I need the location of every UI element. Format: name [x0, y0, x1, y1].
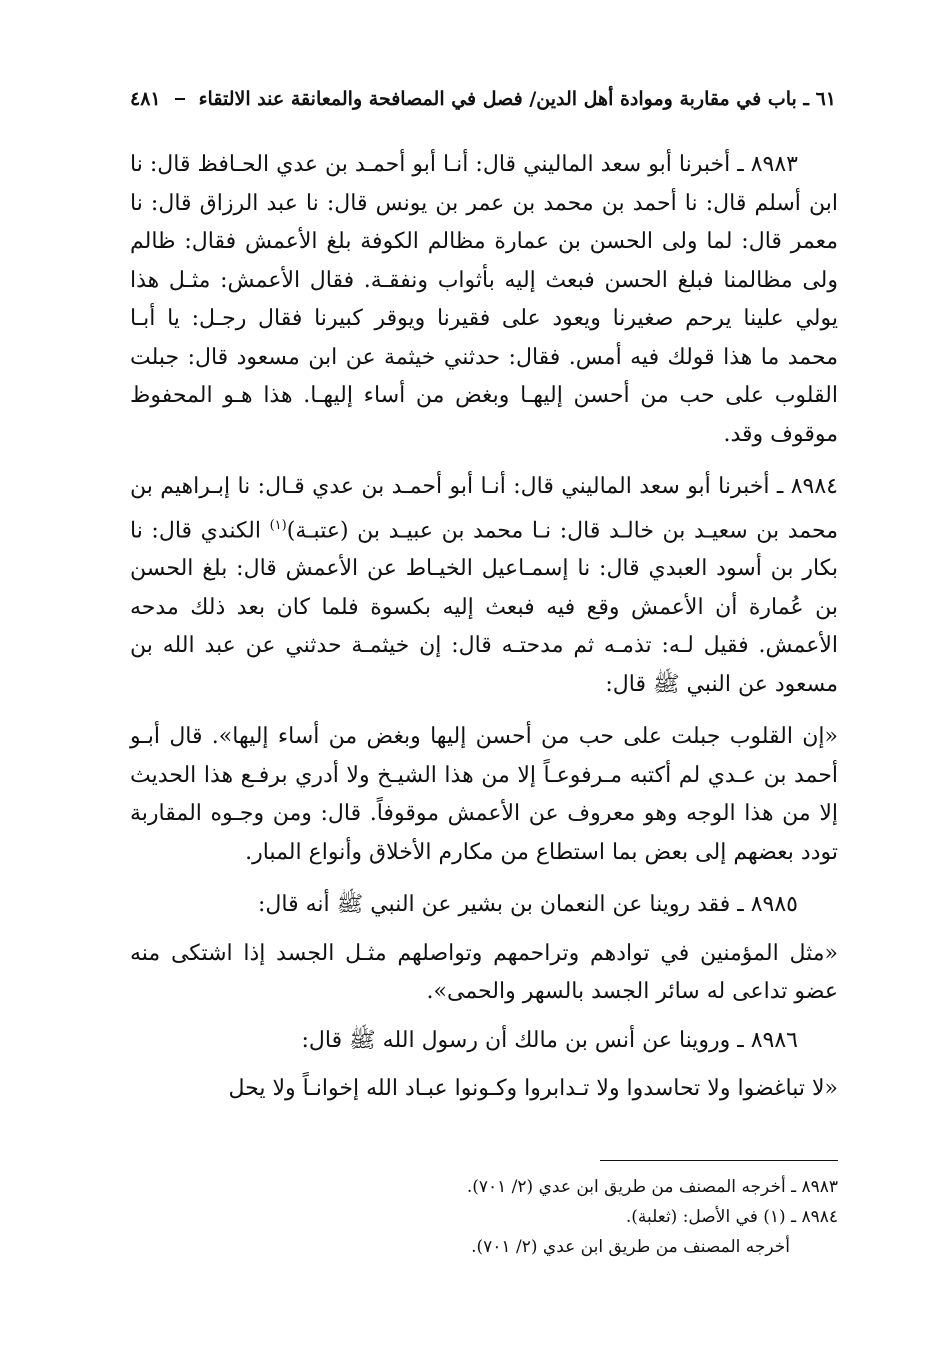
- paragraph-8985: ٨٩٨٥ ـ فقد روينا عن النعمان بن بشير عن النبي ﷺ أنه قال:: [258, 892, 798, 918]
- chapter-title: ٦١ ـ باب في مقاربة وموادة أهل الدين/ فصل في المصافحة والمعانقة عند الالتقاء: [198, 88, 836, 110]
- hadith-quote-8986: «لا تباغضوا ولا تحاسدوا ولا تـدابروا وكـونوا عبـاد الله إخوانـاً ولا يحل: [228, 1076, 838, 1102]
- footnotes: [130, 1172, 838, 1262]
- footnote-8983: ٨٩٨٣ ـ أخرجه المصنف من طريق ابن عدي (٢/ ٧٠١).: [466, 1177, 838, 1197]
- paragraph-8986: ٨٩٨٦ ـ وروينا عن أنس بن مالك أن رسول الله ﷺ قال:: [301, 1027, 798, 1053]
- main-text: [130, 146, 838, 1109]
- footnote-rule: [600, 1160, 838, 1161]
- header-rule: [175, 98, 185, 100]
- running-header: [130, 88, 836, 110]
- footnote-marker: (١): [269, 517, 287, 533]
- hadith-quote-8984: «إن القلوب جبلت على حب من أحسن إليها وبغض من أساء إليها». قال أبـو أحمد بن عـدي لم أكتبه مـرفوعـاً إلا من هذا الشيـخ ولا أدري برفـع هذا الحديث إلا من هذا الوجه وهو معروف عن الأعمش موقوفاً. قال: ومن وجـوه المقاربة تودد بعضهم إلى بعض بما استطاع من مكارم الأخلاق وأنواع المبار.: [130, 724, 838, 865]
- paragraph-8984: [130, 468, 838, 704]
- footnote-8984-2: أخرجه المصنف من طريق ابن عدي (٢/ ٧٠١).: [471, 1237, 790, 1257]
- hadith-quote-8985: «مثل المؤمنين في توادهم وتراحمهم وتواصلهم مثـل الجسد إذا اشتكى منه عضو تداعى له سائر الجسد بالسهر والحمى».: [130, 940, 838, 1005]
- page-number: ٤٨١: [130, 88, 161, 110]
- paragraph-8984-tail: الكندي قال: نا بكار بن أسود العبدي قال: نا إسمـاعيل الخيـاط عن الأعمش قال: بلغ الحسن بن عُمارة أن الأعمش وقع فيه فبعث إليه بكسوة فلما كان بعد ذلك مدحه الأعمش. فقيل لـه: تذمـه ثم مدحتـه قال: إن خيثمـة حدثني عن عبد الله بن مسعود عن النبي ﷺ قال:: [130, 517, 838, 697]
- footnote-8984-1: ٨٩٨٤ ـ (١) في الأصل: (ثعلبة).: [625, 1207, 838, 1227]
- paragraph-8984-head: ٨٩٨٤ ـ أخبرنا أبو سعد الماليني قال: أنـا أبو أحمـد بن عدي قـال: نا إبـراهيم بن محمد بن سعيـد بن خالـد قال: نـا محمد بن عبيـد بن (عتبـة): [130, 474, 838, 543]
- paragraph-8983: ٨٩٨٣ ـ أخبرنا أبو سعد الماليني قال: أنـا أبو أحمـد بن عدي الحـافظ قال: نا ابن أسلم قال: نا أحمد بن محمد بن عمر بن يونس قال: نا عبد الرزاق قال: نا معمر قال: لما ولى الحسن بن عمارة مظالم الكوفة بلغ الأعمش فقال: ظالم ولى مظالمنا فبلغ الحسن فبعث إليه بأثواب ونفقـة. فقال الأعمش: مثـل هذا يولي علينا يرحم صغيرنا ويعود على فقيرنا ويوقر كبيرنا فقال رجـل: يا أبـا محمد ما هذا قولك فيه أمس. فقال: حدثني خيثمة عن ابن مسعود قال: جبلت القلوب على حب من أحسن إليهـا وبغض من أساء إليهـا. هذا هـو المحفوظ موقوف وقد.: [130, 152, 838, 447]
